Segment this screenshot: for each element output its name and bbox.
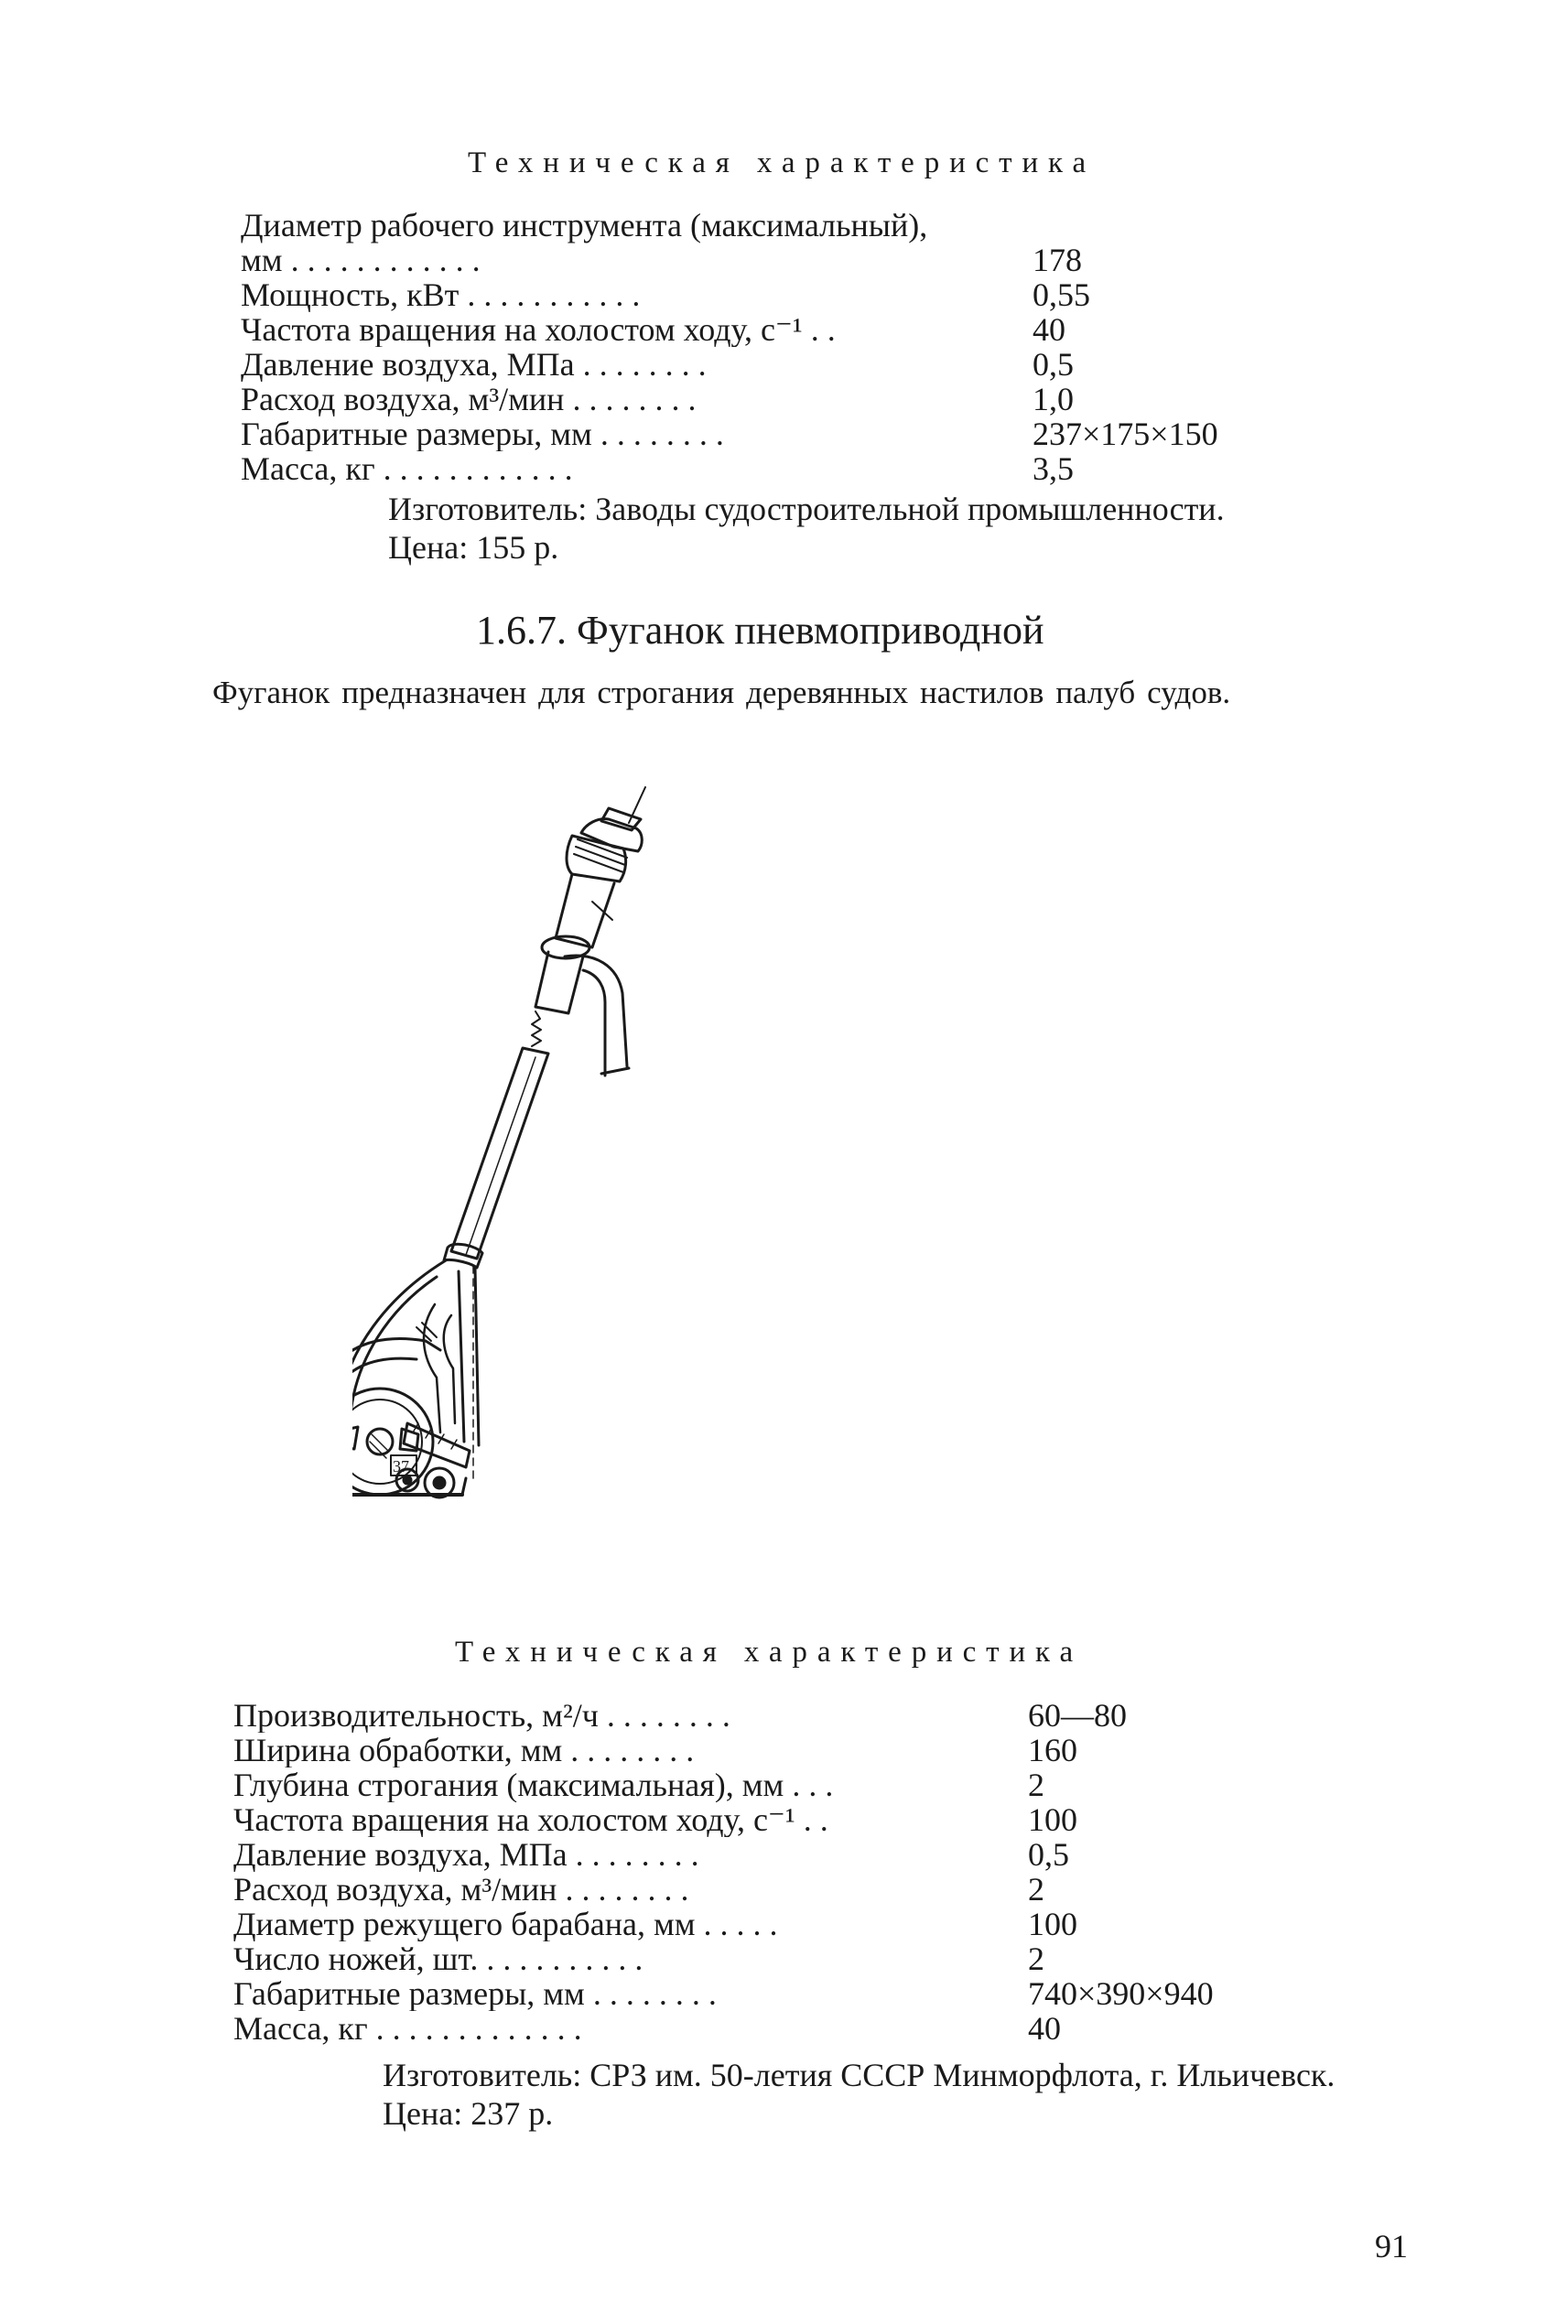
- valve-head: [535, 874, 614, 1013]
- spec2-row-value: 100: [1028, 1906, 1077, 1942]
- spec1-row-label: Расход воздуха, м³/мин . . . . . . . .: [241, 382, 697, 416]
- spec2-row: [233, 1767, 1214, 1802]
- spec1-row: [241, 312, 1218, 347]
- section-intro: Фуганок предназначен для строгания деревянных настилов палуб судов.: [212, 675, 1231, 710]
- spec2-row: [233, 1733, 1214, 1767]
- spec1-row-value: 40: [1033, 311, 1065, 348]
- part-label: 37: [393, 1457, 409, 1475]
- spec2-row: [233, 1907, 1214, 1941]
- spec2-maker: Изготовитель: СРЗ им. 50-летия СССР Минморфлота, г. Ильичевск.: [383, 2057, 1336, 2093]
- spec1-row: [241, 347, 1218, 382]
- spec2-row-label: Производительность, м²/ч . . . . . . . .: [233, 1698, 730, 1733]
- spec2-row-label: Ширина обработки, мм . . . . . . . .: [233, 1733, 695, 1767]
- spring-coupling: [532, 1011, 541, 1046]
- planer-drawing: [352, 783, 783, 1551]
- spec1-row-value: 0,55: [1033, 276, 1090, 313]
- spec2-row-value: 740×390×940: [1028, 1975, 1214, 2012]
- spec2-maker-block: [383, 2056, 1408, 2133]
- spec1-table: [241, 208, 1218, 486]
- spec1-row-label: Частота вращения на холостом ходу, с⁻¹ . .: [241, 312, 836, 347]
- spec1-row-label: мм . . . . . . . . . . . .: [241, 243, 481, 277]
- spec1-row-diameter-line1: Диаметр рабочего инструмента (максимальный),: [241, 207, 928, 243]
- spec1-row: [241, 243, 1218, 277]
- page-number: 91: [1375, 2228, 1408, 2265]
- spec1-row-label: Габаритные размеры, мм . . . . . . . .: [241, 416, 724, 451]
- spec1-row-value: 3,5: [1033, 450, 1074, 487]
- spec2-row-label: Частота вращения на холостом ходу, с⁻¹ . .: [233, 1802, 828, 1837]
- main-tube: [444, 1048, 548, 1268]
- spec1-row: [241, 277, 1218, 312]
- spec2-row: [233, 2011, 1214, 2046]
- spec2-row: [233, 1698, 1214, 1733]
- spec1-row-value: 237×175×150: [1033, 416, 1218, 452]
- spec1-maker-block: [388, 490, 1225, 567]
- spec2-row: [233, 1872, 1214, 1907]
- spec1-row-value: 178: [1033, 242, 1082, 278]
- spec1-row-label: Давление воздуха, МПа . . . . . . . .: [241, 347, 707, 382]
- spec1-price: Цена: 155 р.: [388, 529, 559, 566]
- spec1-maker: Изготовитель: Заводы судостроительной промышленности.: [388, 491, 1225, 527]
- spec2-row: [233, 1941, 1214, 1976]
- spec2-row-label: Число ножей, шт. . . . . . . . . . .: [233, 1941, 643, 1976]
- spec1-heading: Техническая характеристика: [468, 146, 1096, 179]
- spec2-row-label: Габаритные размеры, мм . . . . . . . .: [233, 1976, 717, 2011]
- cutting-drum: [352, 1389, 433, 1495]
- spec2-row-value: 100: [1028, 1801, 1077, 1838]
- spec2-row-value: 160: [1028, 1732, 1077, 1768]
- spec1-row-value: 0,5: [1033, 346, 1074, 383]
- spec1-row-label: Мощность, кВт . . . . . . . . . . .: [241, 277, 641, 312]
- spec2-row-value: 40: [1028, 2010, 1061, 2047]
- spec1-row: [241, 382, 1218, 416]
- air-hose: [565, 956, 627, 1076]
- spec2-row-label: Давление воздуха, МПа . . . . . . . .: [233, 1837, 699, 1872]
- spec1-row: [241, 416, 1218, 451]
- spec2-table: [233, 1698, 1214, 2046]
- spec2-row-label: Масса, кг . . . . . . . . . . . . .: [233, 2011, 582, 2046]
- top-nozzle: [567, 787, 645, 881]
- spec2-heading: Техническая характеристика: [455, 1636, 1083, 1669]
- spec2-row: [233, 1837, 1214, 1872]
- control-lever: [424, 1304, 455, 1432]
- spec2-row-value: 2: [1028, 1767, 1044, 1803]
- spec2-row: [233, 1976, 1214, 2011]
- spec2-row-label: Расход воздуха, м³/мин . . . . . . . .: [233, 1872, 689, 1907]
- spec1-row: [241, 451, 1218, 486]
- drum-cover: [352, 1339, 440, 1406]
- spec2-price: Цена: 237 р.: [383, 2095, 554, 2132]
- spec2-row-label: Глубина строгания (максимальная), мм . . .: [233, 1767, 834, 1802]
- spec1-row-value: 1,0: [1033, 381, 1074, 417]
- spec2-row-value: 60—80: [1028, 1697, 1127, 1734]
- spec1-row-label: Масса, кг . . . . . . . . . . . .: [241, 451, 573, 486]
- section-title: 1.6.7. Фуганок пневмоприводной: [476, 608, 1044, 653]
- spec2-row-label: Диаметр режущего барабана, мм . . . . .: [233, 1907, 778, 1941]
- spec2-row-value: 2: [1028, 1940, 1044, 1977]
- spec2-row: [233, 1802, 1214, 1837]
- spec2-row-value: 0,5: [1028, 1836, 1069, 1873]
- spec2-row-value: 2: [1028, 1871, 1044, 1908]
